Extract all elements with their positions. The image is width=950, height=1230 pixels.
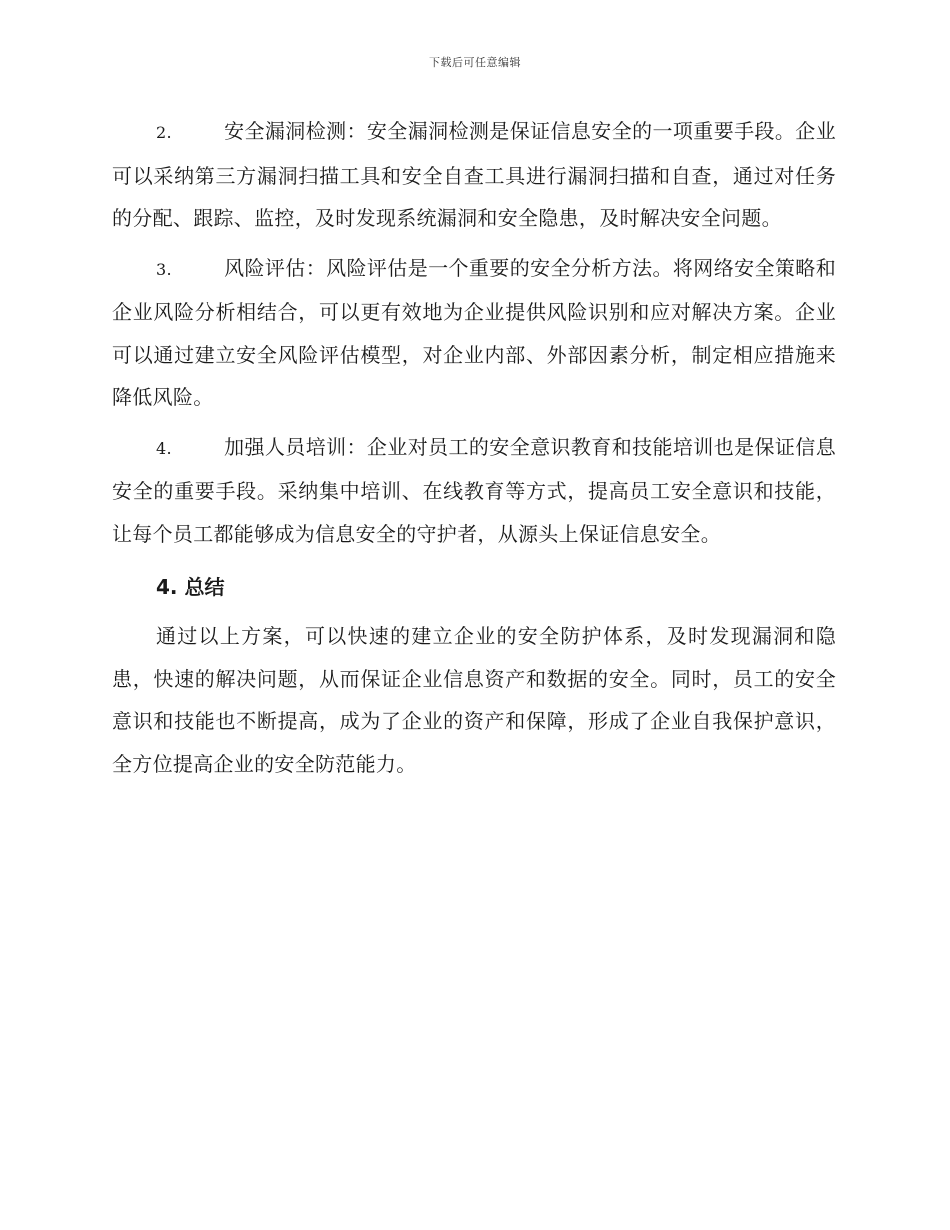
list-number: 4. [156, 438, 172, 458]
document-body [112, 110, 836, 792]
section-heading: 4. 总结 [156, 575, 225, 599]
list-number: 3. [156, 259, 172, 279]
list-item-text: 加强人员培训：企业对员工的安全意识教育和技能培训也是保证信息安全的重要手段。采纳集中培训、在线教育等方式，提高员工安全意识和技能，让每个员工都能够成为信息安全的守护者，从源头上保证信息安全。 [112, 434, 836, 546]
page-header: 下载后可任意编辑 [429, 56, 521, 69]
list-item-text: 安全漏洞检测：安全漏洞检测是保证信息安全的一项重要手段。企业可以采纳第三方漏洞扫描工具和安全自查工具进行漏洞扫描和自查，通过对任务的分配、跟踪、监控，及时发现系统漏洞和安全隐患，及时解决安全问题。 [112, 119, 836, 230]
list-item-4 [112, 426, 836, 556]
list-item-3 [112, 247, 836, 419]
list-item-2 [112, 110, 836, 240]
list-item-text: 风险评估：风险评估是一个重要的安全分析方法。将网络安全策略和企业风险分析相结合，可以更有效地为企业提供风险识别和应对解决方案。企业可以通过建立安全风险评估模型，对企业内部、外部因素分析，制定相应措施来降低风险。 [112, 255, 836, 409]
summary-paragraph: 通过以上方案，可以快速的建立企业的安全防护体系，及时发现漏洞和隐患，快速的解决问题，从而保证企业信息资产和数据的安全。同时，员工的安全意识和技能也不断提高，成为了企业的资产和保障，形成了企业自我保护意识，全方位提高企业的安全防范能力。 [112, 624, 836, 776]
list-number: 2. [156, 123, 172, 142]
